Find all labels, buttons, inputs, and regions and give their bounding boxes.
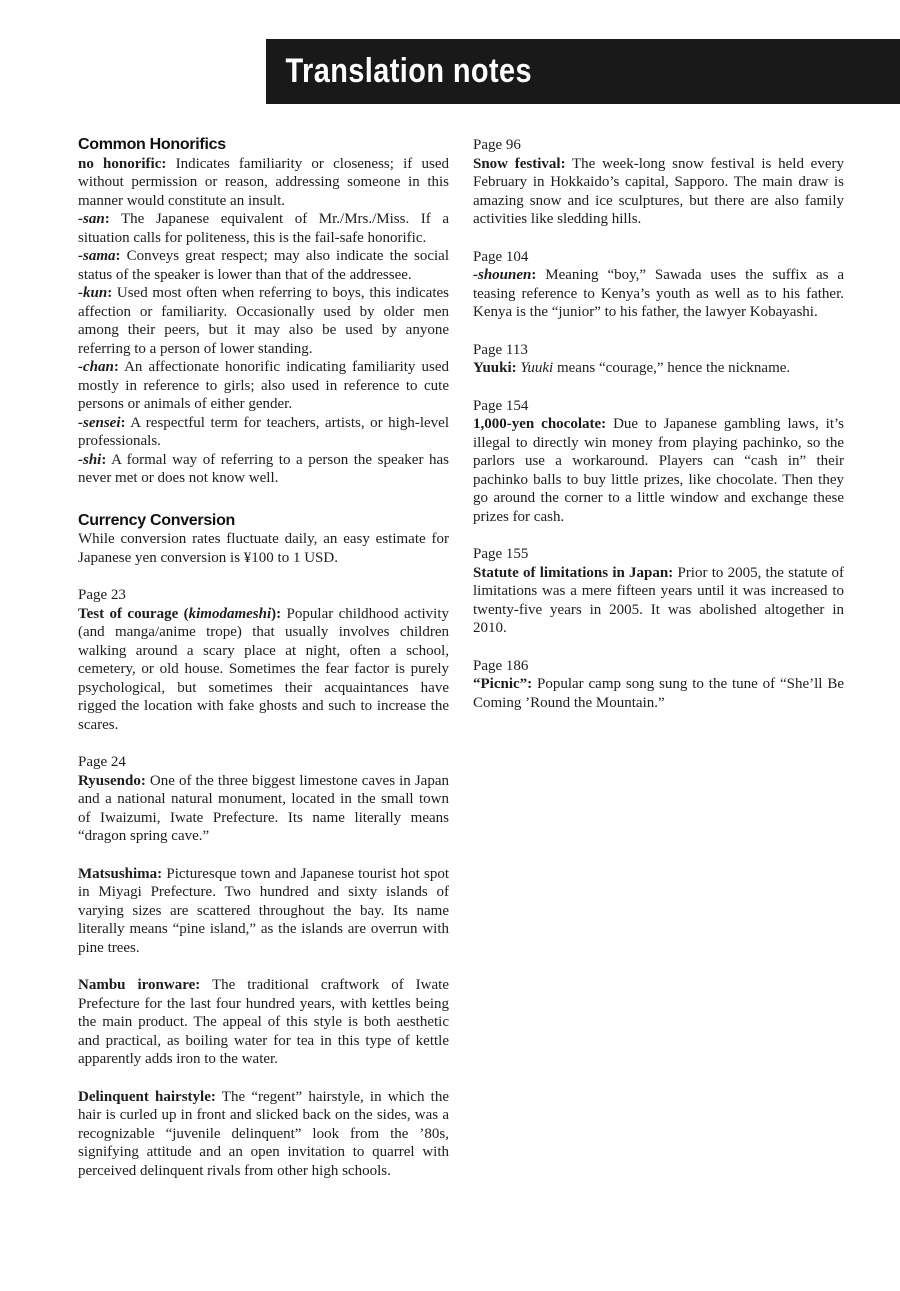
text-run: A respectful term for teachers, artists, or high-level professionals.	[78, 414, 449, 449]
text-run: Yuuki	[520, 360, 554, 376]
text-run: Conveys great respect; may also indicate the social status of the speaker is lower than that of the addressee.	[78, 248, 449, 283]
title-bar	[266, 39, 900, 104]
page-label: Page 113	[473, 341, 528, 358]
note-paragraph	[78, 605, 449, 735]
text-run: no honorific:	[78, 155, 167, 172]
text-run: Picturesque town and Japanese tourist hot spot in Miyagi Prefecture. Two hundred and sixty islands of varying sizes are scattered throughout the bay. Its name literally means “pine island,” as the islands are overrun with pine trees.	[78, 865, 449, 956]
text-run: 1,000-yen chocolate:	[473, 416, 607, 432]
text-run: “Picnic”:	[473, 676, 533, 692]
text-run: :	[107, 285, 113, 301]
note-paragraph	[78, 451, 449, 488]
text-run: The traditional craftwork of Iwate Prefecture for the last four hundred years, with kettles being the main product. The appeal of this style is both aesthetic and practical, as boiling water for tea in this type of kettle apparently adds iron to the water.	[78, 977, 449, 1067]
text-run: Ryusendo:	[78, 772, 146, 789]
note-paragraph	[78, 358, 449, 414]
note-paragraph	[473, 675, 844, 712]
page-title: Translation notes	[285, 52, 533, 90]
page-label: Page 155	[473, 546, 529, 562]
text-run: -shi	[78, 451, 102, 468]
text-run: Matsushima:	[78, 865, 163, 882]
text-run: The Japanese equivalent of Mr./Mrs./Miss. If a situation calls for politeness, this is the fail-safe honorific.	[78, 211, 449, 246]
note-paragraph	[78, 772, 449, 846]
text-run: Indicates familiarity or closeness; if used without permission or reason, addressing someone in this manner would constitute an insult.	[78, 155, 449, 209]
text-run: -chan	[78, 359, 114, 375]
note-paragraph	[78, 155, 449, 211]
text-run: :	[115, 248, 121, 264]
text-run: An affectionate honorific indicating familiarity used mostly in reference to girls; also used in reference to cute persons or animals of either gender.	[78, 359, 449, 412]
note-paragraph	[78, 1088, 449, 1181]
text-run: Snow festival:	[473, 155, 566, 172]
page-label: Page 186	[473, 657, 529, 674]
page-label: Page 24	[78, 754, 126, 770]
note-paragraph	[473, 415, 844, 526]
page-label: Page 154	[473, 397, 529, 414]
text-run: Nambu ironware:	[78, 977, 201, 993]
text-run: :	[120, 414, 126, 431]
text-run: Statute of limitations in Japan:	[473, 564, 674, 581]
note-paragraph	[78, 865, 449, 958]
text-run: Prior to 2005, the statute of limitations was a mere fifteen years until it was increased to twenty-five years in 2005. It was abolished altogether in 2010.	[473, 564, 844, 636]
note-paragraph	[473, 359, 844, 378]
text-run: ):	[271, 605, 282, 622]
text-run: The “regent” hairstyle, in which the hair is curled up in front and slicked back on the sides, was a recognizable “juvenile delinquent” look from the ’80s, signifying attitude and an open invitation to quarrel with perceived delinquent rivals from other high schools.	[78, 1088, 449, 1179]
text-run: :	[113, 359, 119, 375]
text-run: -sensei	[78, 414, 121, 431]
note-paragraph	[78, 976, 449, 1069]
note-paragraph	[473, 564, 844, 638]
page-label: Page 96	[473, 137, 521, 153]
page-label: Page 23	[78, 587, 126, 603]
text-run: -shounen	[473, 267, 532, 283]
text-run: Popular camp song sung to the tune of “She’ll Be Coming ’Round the Mountain.”	[473, 676, 844, 711]
text-run: -kun	[78, 285, 108, 301]
note-paragraph	[78, 210, 449, 247]
text-run: Yuuki:	[473, 360, 517, 376]
section-heading: Currency Conversion	[78, 511, 236, 529]
text-run: -san	[78, 211, 105, 227]
text-run: :	[104, 211, 110, 227]
note-paragraph	[473, 155, 844, 229]
text-run: means “courage,” hence the nickname.	[553, 360, 791, 376]
note-paragraph	[78, 284, 449, 358]
note-paragraph	[78, 414, 449, 451]
text-run: -sama	[78, 248, 116, 264]
text-run: :	[101, 451, 107, 468]
text-run: :	[531, 267, 537, 283]
note-paragraph	[78, 247, 449, 284]
left-column	[78, 136, 449, 1180]
text-run: One of the three biggest limestone caves in Japan and a national natural monument, located in the small town of Iwaizumi, Iwate Prefecture. Its name literally means “dragon spring cave.”	[78, 772, 449, 844]
text-run: Test of courage (	[78, 605, 189, 622]
page-label: Page 104	[473, 248, 529, 265]
text-run: While conversion rates fluctuate daily, an easy estimate for Japanese yen conversion is ¥100 to 1 USD.	[78, 531, 449, 566]
note-paragraph	[78, 530, 449, 567]
text-run: Delinquent hairstyle:	[78, 1088, 216, 1105]
right-column	[473, 136, 844, 712]
note-paragraph	[473, 266, 844, 322]
text-run: kimodameshi	[188, 605, 272, 622]
text-run: The week-long snow festival is held every February in Hokkaido’s capital, Sapporo. The main draw is amazing snow and ice sculptures, but there are also family activities like sledding hills.	[473, 155, 844, 227]
text-run: Meaning “boy,” Sawada uses the suffix as a teasing reference to Kenya’s youth as well as to his father. Kenya is the “junior” to his father, the lawyer Kobayashi.	[473, 267, 844, 320]
text-run: Popular childhood activity (and manga/anime trope) that usually involves children walking around a scary place at night, often a school, cemetery, or old house. Sometimes the fear factor is purely psychological, but sometimes their acquaintances have rigged the location with fake ghosts and such to increase the scares.	[78, 605, 450, 733]
text-run: A formal way of referring to a person the speaker has never met or does not know well.	[78, 451, 449, 486]
text-run: Due to Japanese gambling laws, it’s illegal to directly win money from playing pachinko, so the parlors use a workaround. Players can “cash in” their pachinko balls to buy little prizes, like chocolate. Then they go around the corner to a little window and exchange these prizes for cash.	[473, 416, 844, 525]
section-heading: Common Honorifics	[78, 136, 226, 153]
text-run: Used most often when referring to boys, this indicates affection or familiarity. Occasionally used by older men among their peers, but it may also be used by anyone referring to a person of lower standing.	[78, 285, 449, 357]
